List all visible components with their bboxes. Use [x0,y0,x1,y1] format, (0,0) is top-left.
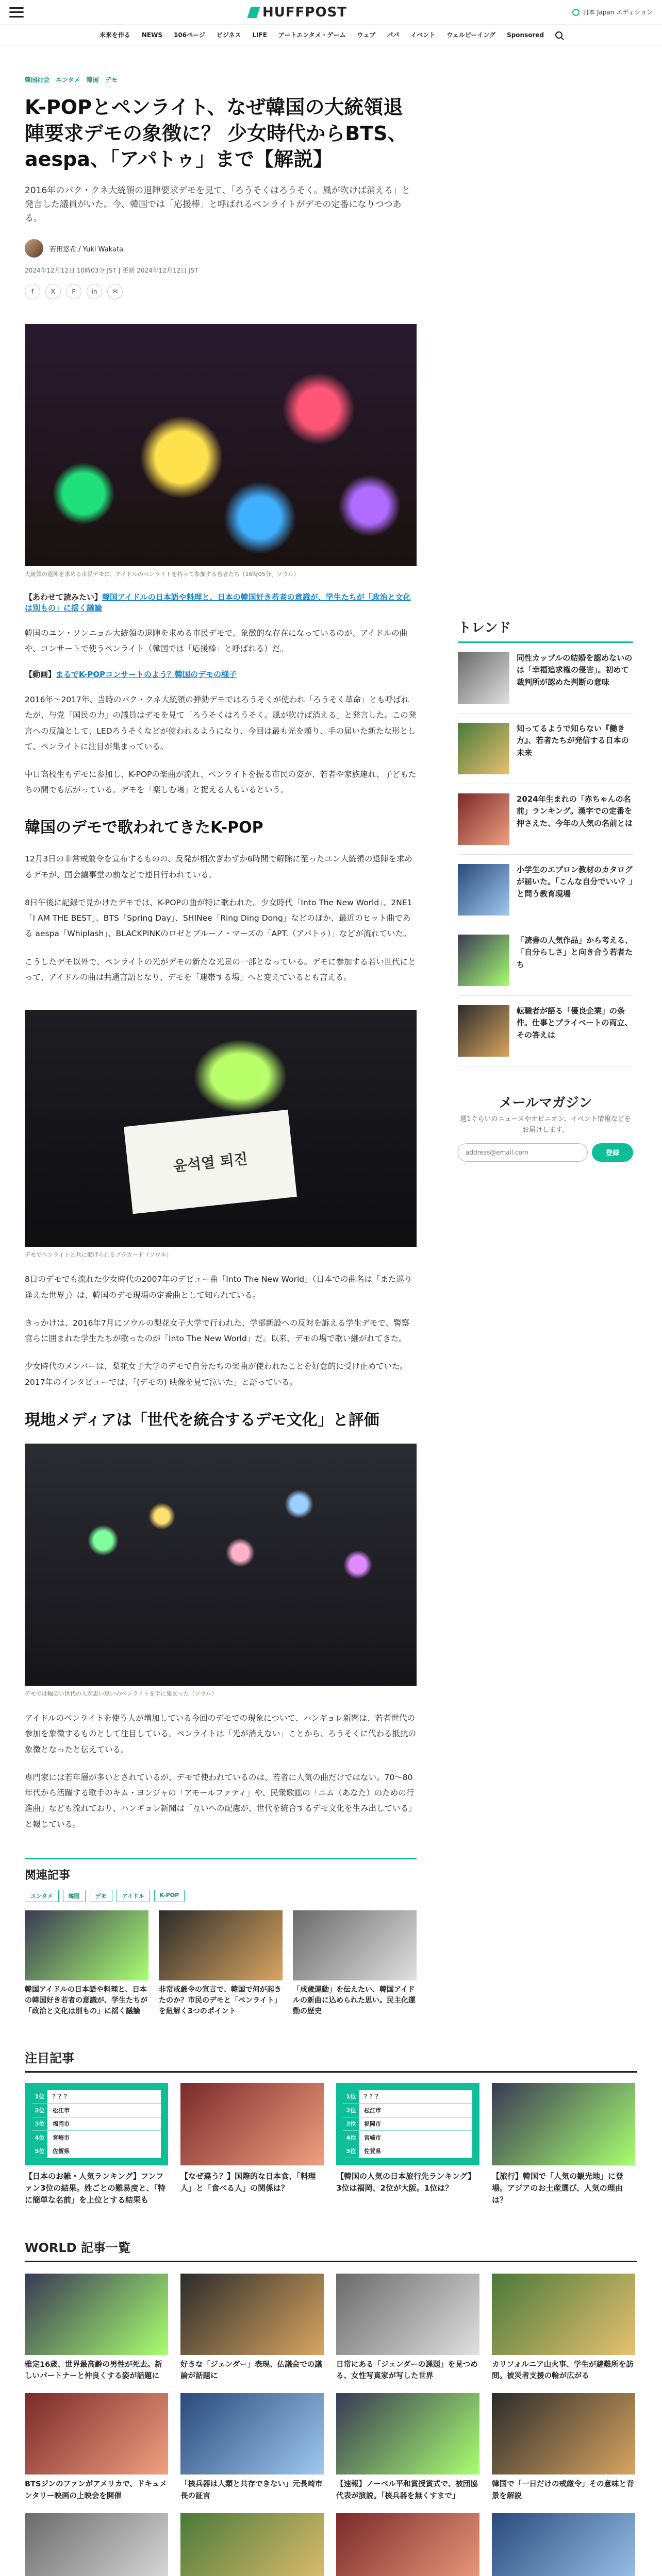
world-title-text[interactable]: BTSジンのファンがアメリカで、ドキュメンタリー映画の上映会を開催 [25,2480,167,2500]
trend-thumb[interactable] [458,864,509,916]
world-card[interactable] [336,2274,479,2382]
featured-title-text[interactable]: 【日本のお雑・人気ランキング】フンファン3位の結果。姓ごとの難易度と、「特に簡単な名前」を上位とする結果も [25,2171,166,2205]
article-tag[interactable]: エンタメ [56,76,80,83]
paragraph: アイドルのペンライトを使う人が増加している今回のデモでの現象について、ハンギョレ新聞は、若者世代の参加を象徴するものとして注目している。ペンライトは「光が消えない」ことから、ろうそくに代わる抵抗の象徴となったと伝えている。 [25,1714,417,1754]
world-title-text[interactable]: 好きな「ジェンダー」表現、仏議会での議論が話題に [180,2360,322,2380]
world-card[interactable] [180,2513,324,2576]
world-title-text[interactable]: 日常にある「ジェンダーの課題」を見つめる、女性写真家が写した世界 [336,2360,478,2380]
hero-photo [25,324,417,566]
world-card[interactable] [180,2393,324,2502]
newsletter-title: メールマガジン [499,1095,592,1111]
nav-item[interactable]: LIFE [252,31,267,39]
article-dates: 2024年12月12日 10時03分 JST | 更新 2024年12月12日 JST [25,267,198,275]
article-tag[interactable]: 韓国 [86,76,99,83]
article-tag[interactable]: デモ [105,76,118,83]
rank-table [343,2090,472,2158]
related-tag[interactable]: K-POP [154,1890,185,1902]
world-thumb[interactable] [336,2274,479,2355]
article-headline: K-POPとペンライト、なぜ韓国の大統領退陣要求デモの象徴に？ 少女時代からBTS、aespa、「アパトゥ」まで【解説】 [25,96,407,171]
nav-item[interactable]: アートエンタメ・ゲーム [278,31,346,39]
world-thumb[interactable] [492,2393,635,2475]
trend-item[interactable] [458,714,633,784]
world-card[interactable] [25,2274,168,2382]
nav-item[interactable]: Sponsored [507,31,544,39]
world-thumb[interactable] [25,2274,168,2355]
world-card[interactable] [336,2393,479,2502]
rank-row: 3位 福岡市 [343,2117,472,2131]
main-nav [0,25,662,45]
newsletter [458,1092,633,1162]
share-icon[interactable]: X [45,284,61,299]
world-card[interactable] [180,2274,324,2382]
related-cards [25,1910,417,2017]
related-card-title[interactable]: 非常戒厳令の宣言で、韓国で何が起きたのか？市民のデモと「ペンライト」を紐解く3つのポイント [159,1985,282,2015]
world-articles [25,2274,637,2576]
trend-item[interactable] [458,996,633,1066]
nav-item[interactable]: ウェルビーイング [446,31,496,39]
trend-thumb[interactable] [458,793,509,845]
featured-card[interactable] [336,2083,479,2207]
author-name[interactable]: 若田悠希 / Yuki Wakata [49,245,123,253]
related-title: 関連記事 [25,1869,71,1882]
share-icon[interactable]: P [66,284,81,299]
featured-card[interactable] [492,2083,635,2207]
trend-title-text[interactable]: 「読書の人気作品」から考える、「自分らしさ」と向き合う若者たち [517,936,633,969]
paragraph: 8日のデモでも流れた少女時代の2007年のデビュー曲「Into The New World」（日本での曲名は「また巡り逢えた世界」）は、韓国のデモ現場の定番曲として知られている。 [25,1275,412,1300]
trend-thumb[interactable] [458,723,509,774]
world-title-text[interactable]: 【速報】ノーベル平和賞授賞式で、被団協代表が演説。「核兵器を無くすまで」 [336,2480,478,2500]
related-thumb[interactable] [159,1910,283,1980]
world-thumb[interactable] [336,2393,479,2475]
trend-item[interactable] [458,784,633,855]
byline [25,239,417,258]
nav-item[interactable]: 106ページ [174,31,205,39]
featured-thumb[interactable] [492,2083,635,2165]
world-card[interactable] [492,2393,635,2502]
paragraph: 中日高校生もデモに参加し、K-POPの楽曲が流れ、ペンライトを振る市民の姿が、若者や家族連れ、子どもたちの間でも広がっている。デモを「楽しむ場」と捉える人もいるという。 [25,769,417,795]
featured-title: 注目記事 [25,2048,637,2073]
trend-item[interactable] [458,643,633,714]
world-thumb[interactable] [492,2513,635,2576]
world-card[interactable] [25,2393,168,2502]
share-icon[interactable]: f [25,284,40,299]
related-link-2: 【動画】まるでK-POPコンサートのよう？韓国のデモの様子 [25,670,237,680]
top-bar [0,0,662,25]
trend-title-text[interactable]: 同性カップルの結婚を認めないのは「幸福追求権の侵害」。初めて裁判所が認めた判断の意味 [517,653,633,687]
related-tag[interactable]: アイドル [117,1890,150,1902]
nav-item[interactable]: イベント [410,31,436,39]
globe-icon [572,9,580,16]
featured-thumb[interactable] [336,2083,479,2165]
related-articles [25,1858,417,2017]
trend-item[interactable] [458,855,633,925]
world-title-text[interactable]: カリフォルニア山火事、学生が避難所を訪問。被災者支援の輪が広がる [492,2360,634,2380]
author-avatar[interactable] [25,239,43,258]
trend-title-text[interactable]: 2024年生まれの「赤ちゃんの名前」ランキング。漢字での定番を押さえた、今年の人気の名前とは [517,794,633,828]
featured-articles [25,2083,637,2207]
nav-item[interactable]: パパ [387,31,400,39]
article-tags [25,45,417,84]
world-title: WORLD 記事一覧 [25,2238,637,2262]
related-thumb[interactable] [293,1910,417,1980]
search-icon[interactable] [555,31,562,39]
trend-title-text[interactable]: 小学生のエプロン教材のカタログが届いた。「こんな自分でいい？」と問う教育現場 [517,865,633,899]
related-card[interactable] [159,1910,283,2017]
nav-item[interactable]: ウェブ [357,31,376,39]
world-card[interactable] [492,2513,635,2576]
rank-row: 4位 宮崎市 [32,2131,161,2144]
rank-row: 5位 佐賀県 [343,2144,472,2158]
world-thumb[interactable] [492,2274,635,2355]
section-heading: 韓国のデモで歌われてきたK-POP [25,819,263,837]
related-card[interactable] [25,1910,148,2017]
nav-item[interactable]: 未来を作る [99,31,130,39]
related-thumb[interactable] [25,1910,148,1980]
paragraph: 専門家には若年層が多いとされているが、デモで使われているのは、若者に人気の曲だけではない。70〜80年代から活躍する歌手のキム・ヨンジャの「アモールファティ」や、民衆歌謡の「ニム（あなた）のための行進曲」なども流れており、ハンギョレ新聞は「互いへの配慮が、世代を統合するデモ文化を生み出している」と報じている。 [25,1772,417,1829]
site-logo[interactable]: HUFFPOST [249,5,347,20]
trend-thumb[interactable] [458,1005,509,1057]
world-title-text[interactable]: 韓国で「一日だけの戒厳令」その意味と背景を解説 [492,2480,634,2500]
featured-card[interactable] [25,2083,168,2207]
protest-sign: 윤석열 퇴진 [124,1110,297,1214]
world-card[interactable] [336,2513,479,2576]
rank-row: 2位 松江市 [32,2104,161,2117]
related-card-title[interactable]: 韓国アイドルの日本語や料理と、日本の韓国好き若者の意識が、学生たちが「政治と文化は別もの」に揺く議論 [25,1985,147,2015]
featured-thumb[interactable] [25,2083,168,2165]
paragraph: 2016年〜2017年、当時のパク・クネ大統領の弾劾デモではろうそくが使われ「ろうそく革命」とも呼ばれたが、与党「国民の力」の議員はデモを見て「ろうそくはろうそく。風が吹けば消える」と発言した。この発言への反論として、LEDろうそくなどが使われるようになり、今回は最も光を頼り、手の届いた新たな形として、ペンライトに注目が集まっている。 [25,695,417,751]
related-card-title[interactable]: 「成歳運動」を伝えたい、韓国アイドルの新曲に込められた思い。民主化運動の歴史 [293,1985,416,2015]
featured-title-text[interactable]: 【旅行】韓国で「人気の観光地」に登場。アジアのお土産選び、人気の理由は？ [492,2171,624,2205]
world-title-text[interactable]: 「核兵器は人類と共存できない」元長崎市長の証言 [180,2480,323,2500]
edition-selector[interactable]: 日本 Japan エディション [572,8,653,16]
rank-row: 1位 ？？？ [343,2090,472,2104]
rank-row: 3位 福岡市 [32,2117,161,2131]
related-tag[interactable]: エンタメ [25,1890,59,1902]
nav-item[interactable]: ビジネス [216,31,241,39]
trend-item[interactable] [458,925,633,996]
subscribe-button[interactable]: 登録 [592,1143,633,1162]
world-thumb[interactable] [25,2513,168,2576]
paragraph: 12月3日の非常戒厳令を宣布するものの、反発が相次ぎわずか6時間で解除に至ったユン大統領の退陣を求めるデモが、国会議事堂の前などで連日行われている。 [25,854,412,879]
related-card[interactable] [293,1910,417,2017]
trend-title-text[interactable]: 知ってるようで知らない『働き方』、若者たちが発信する日本の未来 [517,724,629,757]
email-field[interactable] [458,1143,588,1162]
rank-row: 5位 佐賀県 [32,2144,161,2158]
world-thumb[interactable] [25,2393,168,2475]
article-tag[interactable]: 韓国社会 [25,76,50,83]
rank-row: 1位 ？？？ [32,2090,161,2104]
featured-thumb[interactable] [180,2083,324,2165]
world-card[interactable] [492,2274,635,2382]
logo-mark-icon [247,7,260,18]
world-thumb[interactable] [180,2393,324,2475]
paragraph: 少女時代のメンバーは、梨花女子大学のデモで自分たちの楽曲が使われたことを好意的に受け止めていた。2017年のインタビューでは、「(デモの) 映像を見て泣いた」と語っている。 [25,1362,408,1387]
related-link-1: 【あわせて読みたい】韓国アイドルの日本語や料理と、日本の韓国好き若者の意識が、学生たちが「政治と文化は別もの」に揺く議論 [25,592,411,613]
trend-thumb[interactable] [458,935,509,986]
section-heading: 現地メディアは「世代を統合するデモ文化」と評価 [25,1411,379,1429]
crowd-photo [25,1444,417,1686]
sidebar [458,45,633,2017]
featured-card[interactable] [180,2083,324,2207]
article-dek: 2016年のパク・クネ大統領の退陣要求デモを見て、「ろうそくはろうそく。風が吹けば消える」と発言した議員がいた。今、韓国では「応援棒」と呼ばれるペンライトがデモの定番になりつつある。 [25,185,410,224]
paragraph: きっかけは、2016年7月にソウルの梨花女子大学で行われた、学部新設への反対を訴える学生デモで、警察官らに囲まれた学生たちが歌ったのが「Into The New World」だ。以来、デモの場で歌い継がれてきた。 [25,1318,410,1344]
share-icon[interactable]: in [87,284,102,299]
related-tag[interactable]: デモ [90,1890,112,1902]
share-icon[interactable]: ✉ [107,284,123,299]
world-thumb[interactable] [180,2513,324,2576]
photo-caption: デモでは幅広い世代の人が思い思いのペンライトを手に集まった（ソウル） [25,1690,218,1697]
paragraph: 韓国のユン・ソンニョル大統領の退陣を求める市民デモで、象徴的な存在になっているのが、アイドルの曲や、コンサートで使うペンライト（韓国では「応援棒」と呼ばれる）だ。 [25,628,408,653]
rank-row: 4位 宮崎市 [343,2131,472,2144]
trend-title-text[interactable]: 転職者が語る「優良企業」の条件。仕事とプライベートの両立、その答えは [517,1006,633,1040]
protest-sign-photo [25,1010,417,1247]
photo-caption: 大統領の退陣を求める市民デモに、アイドルのペンライトを持って参加する若者たち（16時05分、ソウル） [25,571,300,578]
related-tag[interactable]: 韓国 [63,1890,86,1902]
world-card[interactable] [25,2513,168,2576]
rank-row: 2位 松江市 [343,2104,472,2117]
menu-icon[interactable] [9,7,24,18]
nav-item[interactable]: NEWS [141,31,163,39]
world-thumb[interactable] [336,2513,479,2576]
paragraph: こうしたデモ以外で、ペンライトの光がデモの新たな光景の一部となっている。デモに参加する若い世代にとって、アイドルの曲は共通言語となり、デモを「連帯する場」へと変えているとも言える。 [25,957,416,982]
rank-table [32,2090,161,2158]
world-thumb[interactable] [180,2274,324,2355]
newsletter-desc: 週1ぐらいのニュースやオピニオン、イベント情報などをお届けします。 [460,1115,631,1134]
featured-title-text[interactable]: 【なぜ違う？】国際的な日本食、「料理人」と「食べる人」の関係は？ [180,2171,316,2193]
world-title-text[interactable]: 雅定16歳、世界最高齢の男性が死去。新しいパートナーと仲良くする姿が話題に [25,2360,162,2380]
paragraph: 8日午後に記録で見かけたデモでは、K-POPの曲が特に歌われた。少女時代「Into The New World」、2NE1「I AM THE BEST」、BTS「Spring Day」、SHINee「Ring Ding Dong」などのほか、最近のヒット曲である aespa「Whiplash」、BLACKPINKのロゼとブルーノ・マーズの「APT.（アパトゥ）」などが流れていた。 [25,897,412,939]
share-buttons [25,284,417,299]
photo-caption: デモでペンライトと共に掲げられるプラカード（ソウル） [25,1251,172,1258]
trend-title: トレンド [458,617,633,643]
related-tags [25,1890,417,1902]
trend-thumb[interactable] [458,652,509,704]
article [25,45,417,2017]
featured-title-text[interactable]: 【韓国の人気の日本旅行先ランキング】 3位は福岡、2位が大阪。1位は？ [336,2171,476,2193]
